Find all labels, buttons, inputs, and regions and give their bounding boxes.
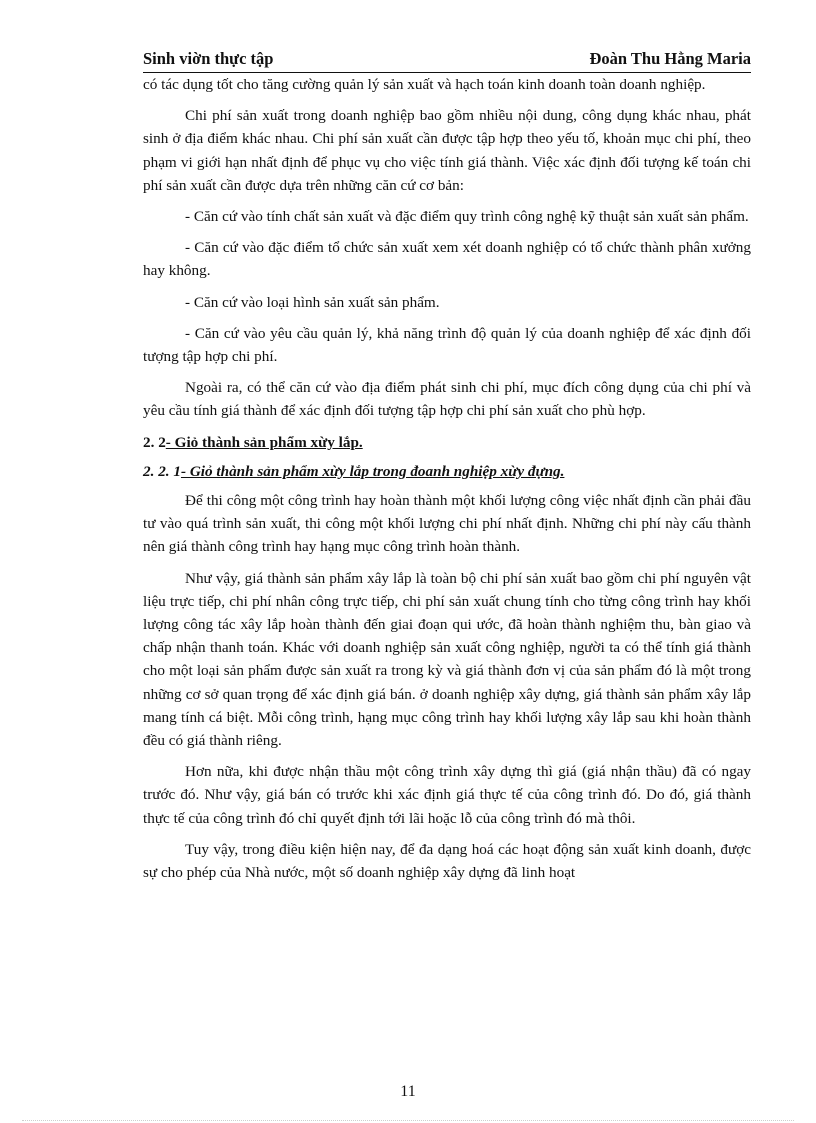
section-number: 2. 2	[143, 433, 166, 451]
section-heading	[143, 431, 751, 454]
paragraph: Hơn nữa, khi được nhận thầu một công trình xây dựng thì giá (giá nhận thầu) đã có ngay trước đó. Như vậy, giá bán có trước khi xác định giá thực tế của công trình đó. Do đó, giá thành thực tế của công trình đó chỉ quyết định tới lãi hoặc lỗ của công trình đó mà thôi.	[143, 763, 751, 827]
paragraph: Như vậy, giá thành sản phẩm xây lắp là toàn bộ chi phí sản xuất bao gồm chi phí nguyên vật liệu trực tiếp, chi phí nhân công trực tiếp, chi phí sản xuất chung tính cho từng công trình hay khối lượng công tác xây lắp hoàn thành đến giai đoạn qui ước, đã hoàn thành nghiệm thu, bàn giao và chấp nhận thanh toán. Khác với doanh nghiệp sản xuất công nghiệp, người ta có thể tính giá thành cho một loại sản phẩm được sản xuất ra trong kỳ và giá thành đơn vị của sản phẩm đó là một trong những cơ sở quan trọng để xác định giá bán. ở doanh nghiệp xây dựng, giá thành sản phẩm xây lắp mang tính cá biệt. Mỗi công trình, hạng mục công trình hay khối lượng xây lắp sau khi hoàn thành đều có giá thành riêng.	[143, 569, 751, 750]
list-item: - Căn cứ vào tính chất sản xuất và đặc điểm quy trình công nghệ kỹ thuật sản xuất sản phẩm.	[185, 208, 749, 226]
section-title: - Giỏ thành sản phẩm xừy lắp.	[165, 433, 363, 451]
header-left-text: Sinh viờn thực tập	[143, 49, 274, 68]
header-right-text: Đoàn Thu Hằng Maria	[589, 49, 751, 68]
paragraph: Để thi công một công trình hay hoàn thành một khối lượng công việc nhất định cần phải đầu tư vào quá trình sản xuất, thi công một khối lượng chi phí nhất định. Những chi phí này cấu thành nên giá thành công trình hay hạng mục công trình hoàn thành.	[143, 492, 751, 556]
list-item: - Căn cứ vào loại hình sản xuất sản phẩm.	[185, 293, 440, 311]
subsection-title: - Giỏ thành sản phẩm xừy lắp trong đoanh nghiệp xừy đựng.	[180, 462, 565, 480]
list-item: - Căn cứ vào yêu cầu quản lý, khả năng trình độ quản lý của doanh nghiệp để xác định đối tượng tập hợp chi phí.	[143, 324, 751, 366]
paragraph: có tác dụng tốt cho tăng cường quản lý sản xuất và hạch toán kinh doanh toàn doanh nghiệp.	[143, 76, 706, 93]
page-bottom-divider	[22, 1120, 794, 1121]
list-item: - Căn cứ vào đặc điểm tổ chức sản xuất xem xét doanh nghiệp có tổ chức thành phân xưởng hay không.	[143, 239, 751, 280]
paragraph: Chi phí sản xuất trong doanh nghiệp bao gồm nhiều nội dung, công dụng khác nhau, phát sinh ở địa điểm khác nhau. Chi phí sản xuất cần được tập hợp theo yếu tố, khoản mục chi phí, theo phạm vi giới hạn nhất định để phục vụ cho việc tính giá thành. Việc xác định đối tượng kế toán chi phí sản xuất cần được dựa trên những căn cứ cơ bản:	[143, 107, 751, 194]
paragraph: Ngoài ra, có thể căn cứ vào địa điểm phát sinh chi phí, mục đích công dụng của chi phí và yêu cầu tính giá thành để xác định đối tượng tập hợp chi phí sản xuất cho phù hợp.	[143, 379, 751, 420]
subsection-number: 2. 2. 1	[143, 462, 181, 480]
page-header	[143, 49, 751, 69]
subsection-heading	[143, 460, 751, 483]
page-number: 11	[400, 1083, 416, 1100]
body-content	[143, 73, 751, 892]
paragraph: Tuy vậy, trong điều kiện hiện nay, để đa dạng hoá các hoạt động sản xuất kinh doanh, được sự cho phép của Nhà nước, một số doanh nghiệp xây dựng đã linh hoạt	[143, 840, 751, 882]
